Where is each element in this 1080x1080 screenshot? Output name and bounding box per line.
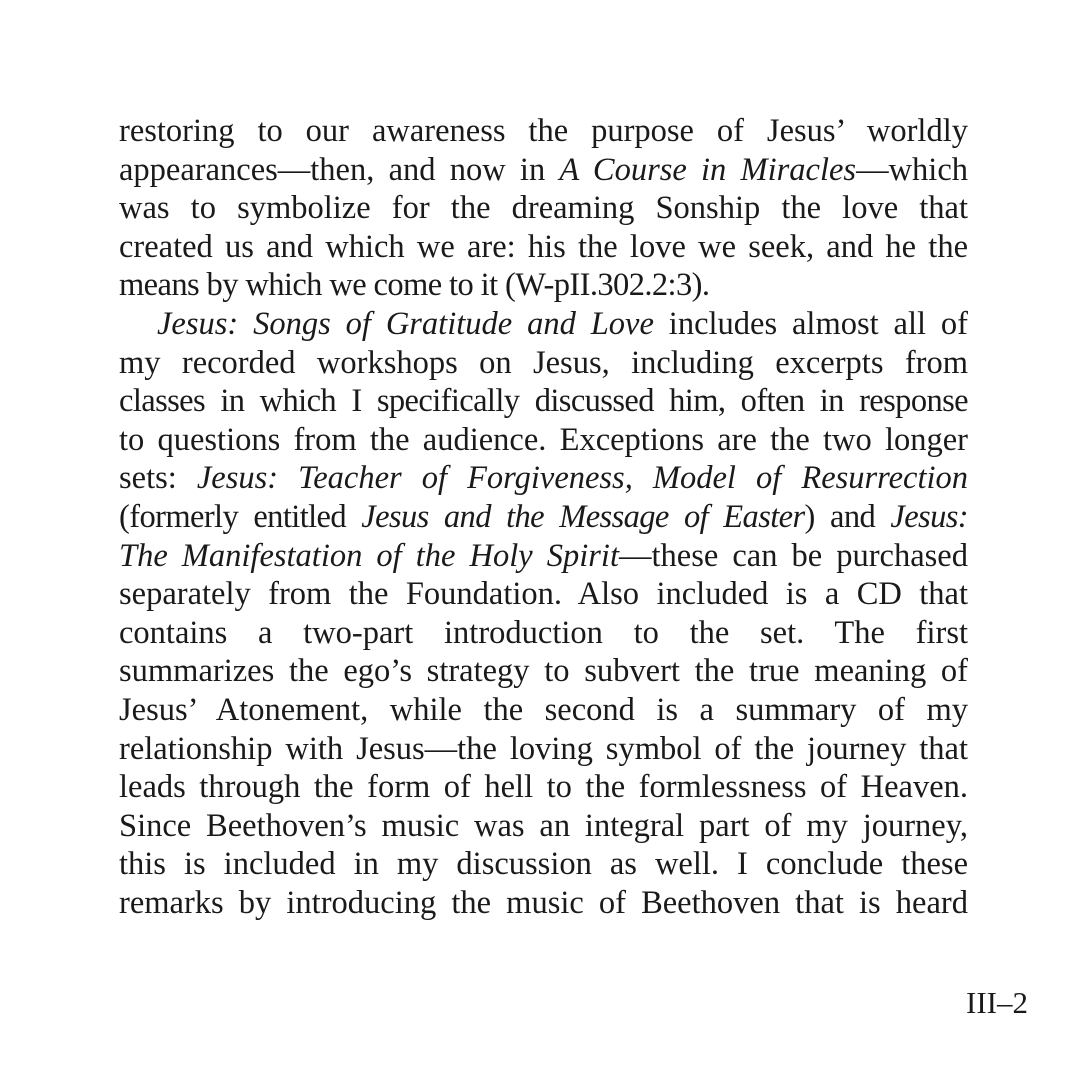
italic-title-run: Jesus and the Message of Easter <box>361 498 805 535</box>
text-line <box>119 228 968 267</box>
text-run: relationship with Jesus—the loving symbol of the journey that <box>119 730 968 767</box>
text-run: includes almost all of <box>653 305 968 342</box>
text-line <box>119 884 968 923</box>
text-run: appearances—then, and now in <box>119 151 560 188</box>
italic-title-run: Jesus: <box>890 498 968 535</box>
italic-title-run: The Manifestation of the Holy Spirit <box>119 537 619 574</box>
text-line <box>119 691 968 730</box>
italic-title-run: Jesus: Teacher of Forgiveness, Model of Resurrection <box>196 460 969 497</box>
body-text <box>119 112 968 922</box>
italic-title-run: Jesus: Songs of Gratitude and Love <box>157 305 654 342</box>
text-line <box>119 768 968 807</box>
text-line <box>119 421 968 460</box>
text-run: means by which we come to it (W-pII.302.2:3). <box>119 267 710 304</box>
text-line <box>119 382 968 421</box>
text-run: this is included in my discussion as well. I conclude these <box>119 846 968 883</box>
text-run: —these can be purchased <box>619 537 968 574</box>
text-line <box>119 845 968 884</box>
text-run: contains a two-part introduction to the set. The first <box>119 614 968 651</box>
text-run: was to symbolize for the dreaming Sonship the love that <box>119 190 968 227</box>
text-run: —which <box>856 151 968 188</box>
text-run: (formerly entitled <box>119 498 362 535</box>
text-line <box>119 537 968 576</box>
text-run: my recorded workshops on Jesus, including excerpts from <box>119 344 968 381</box>
text-run: classes in which I specifically discussed him, often in response <box>119 383 968 420</box>
text-run: leads through the form of hell to the formlessness of Heaven. <box>119 769 968 806</box>
text-line <box>119 459 968 498</box>
text-run: restoring to our awareness the purpose of Jesus’ worldly <box>119 113 968 149</box>
text-run: ) and <box>804 498 891 535</box>
text-run: Jesus’ Atonement, while the second is a summary of my <box>119 691 968 728</box>
page-number: III–2 <box>966 985 1028 1020</box>
text-line <box>119 112 968 151</box>
text-run: created us and which we are: his the love we seek, and he the <box>119 228 968 265</box>
paragraph-start-line <box>119 305 968 344</box>
text-line <box>119 498 968 537</box>
italic-title-run: A Course in Miracles <box>559 151 857 188</box>
text-line <box>119 614 968 653</box>
text-run: Since Beethoven’s music was an integral part of my journey, <box>119 807 968 844</box>
text-line <box>119 807 968 846</box>
text-run: summarizes the ego’s strategy to subvert the true meaning of <box>119 653 968 690</box>
text-line <box>119 189 968 228</box>
text-run: remarks by introducing the music of Beethoven that is heard <box>119 884 968 921</box>
text-line <box>119 344 968 383</box>
text-line <box>119 575 968 614</box>
text-run: to questions from the audience. Exceptions are the two longer <box>119 421 968 458</box>
text-line <box>119 730 968 769</box>
text-run: separately from the Foundation. Also included is a CD that <box>119 576 968 613</box>
text-line <box>119 151 968 190</box>
paragraph-end-line <box>119 266 968 305</box>
text-line <box>119 652 968 691</box>
text-run: sets: <box>119 460 197 497</box>
